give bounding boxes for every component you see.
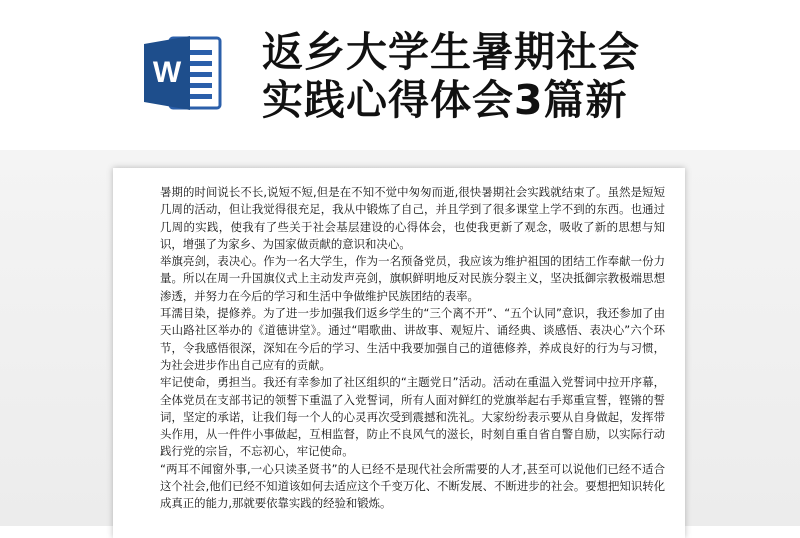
paragraph-1: 暑期的时间说长不长,说短不短,但是在不知不觉中匆匆而逝,很快暑期社会实践就结束了。虽然是短短几周的活动，但让我觉得很充足，我从中锻炼了自己，并且学到了很多课堂上学不到的东西。也通过几周的实践，使我有了些关于社会基层建设的心得体会，也使我更新了观念，吸收了新的思想与知识，增强了为家乡、为国家做贡献的意识和决心。 — [160, 185, 665, 251]
title-line-2: 实践心得体会3篇新 — [262, 76, 628, 124]
header — [0, 0, 800, 150]
paragraph-2: 举旗亮剑，表决心。作为一名大学生，作为一名预备党员，我应该为维护祖国的团结工作奉献一份力量。所以在周一升国旗仪式上主动发声亮剑，旗帜鲜明地反对民族分裂主义，坚决抵御宗教极端思想渗透，并努力在今后的学习和生活中争做维护民族团结的表率。 — [160, 254, 665, 303]
word-icon-letter: W — [152, 56, 182, 89]
paragraph-4: 牢记使命，勇担当。我还有幸参加了社区组织的“主题党日”活动。活动在重温入党誓词中拉开序幕，全体党员在支部书记的领誓下重温了入党誓词，所有人面对鲜红的党旗举起右手郑重宣誓，铿锵的誓词，坚定的承诺，让我们每一个人的心灵再次受到震撼和洗礼。大家纷纷表示要从自身做起，发挥带头作用，从一件件小事做起，互相监督，防止不良风气的滋长，时刻自重自省自警自励，以实际行动践行党的宗旨，不忘初心，牢记使命。 — [160, 375, 665, 459]
document-body — [160, 184, 665, 513]
word-document-icon — [142, 32, 224, 114]
paragraph-5: “两耳不闻窗外事,一心只读圣贤书”的人已经不是现代社会所需要的人才,甚至可以说他们已经不适合这个社会,他们已经不知道该如何去适应这个千变万化、不断发展、不断进步的社会。要想把知识转化成真正的能力,那就要依靠实践的经验和锻炼。 — [160, 461, 665, 511]
document-page — [113, 168, 685, 538]
title-line-1: 返乡大学生暑期社会 — [262, 28, 640, 76]
paragraph-3: 耳濡目染，提修养。为了进一步加强我们返乡学生的“三个离不开”、“五个认同”意识，我还参加了由天山路社区举办的《道德讲堂》。通过“唱歌曲、讲故事、观短片、诵经典、谈感悟、表决心”六个环节，令我感悟很深，深知在今后的学习、生活中我要加强自己的道德修养，养成良好的行为与习惯，为社会进步作出自己应有的贡献。 — [160, 306, 665, 372]
page-title — [262, 28, 682, 124]
